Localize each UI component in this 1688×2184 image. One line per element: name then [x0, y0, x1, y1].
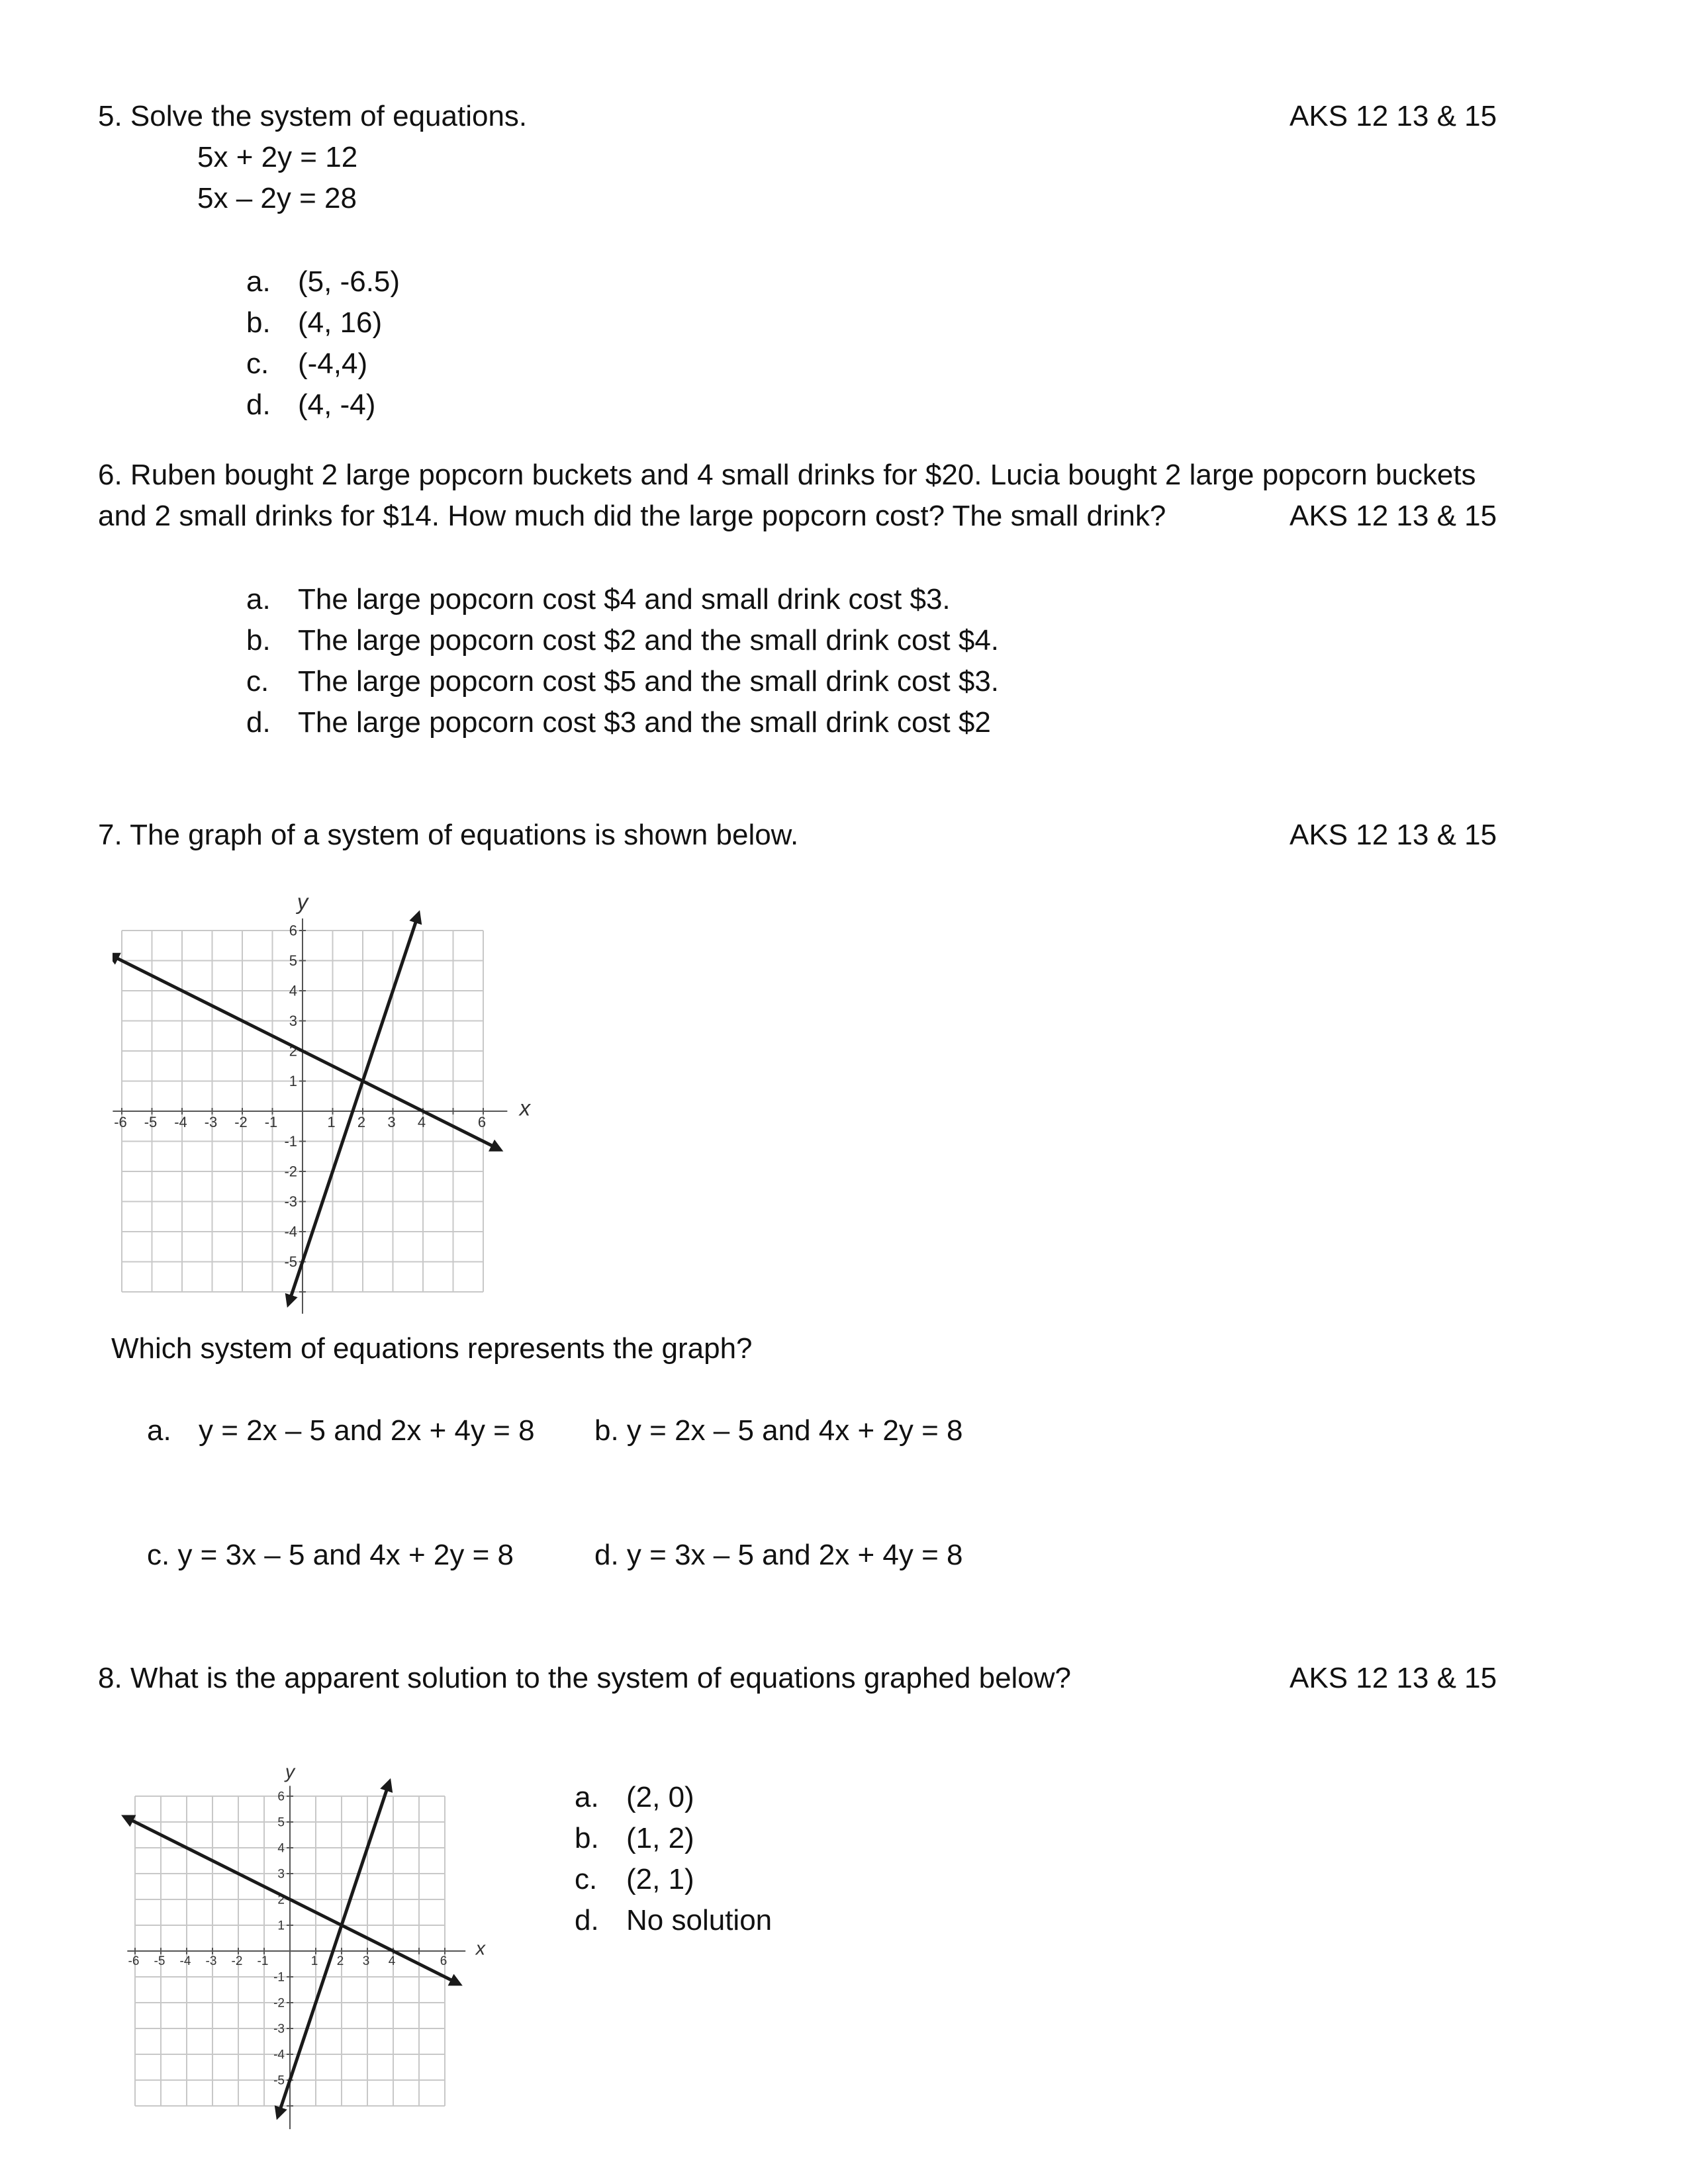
y-tick-label: -4	[284, 1223, 297, 1240]
x-tick-label: 1	[310, 1954, 318, 1968]
y-tick-label: 5	[289, 952, 297, 970]
x-tick-label: 2	[336, 1954, 344, 1968]
y-tick-label: 1	[277, 1919, 285, 1933]
q8-option-c[interactable]: c. (2, 1)	[575, 1863, 694, 1895]
q5-eq2: 5x – 2y = 28	[197, 182, 357, 214]
y-axis-label: y	[285, 1761, 295, 1783]
graphed-line	[278, 1782, 389, 2116]
x-tick-label: -5	[154, 1954, 165, 1968]
y-tick-label: 3	[277, 1867, 285, 1882]
x-tick-label: -1	[257, 1954, 269, 1968]
q7-prompt: 7. The graph of a system of equations is shown below.	[98, 819, 799, 851]
y-tick-label: 6	[289, 922, 297, 939]
q6-prompt-line1: 6. Ruben bought 2 large popcorn buckets and 4 small drinks for $20. Lucia bought 2 large popcorn buckets	[98, 459, 1476, 491]
q6-option-b[interactable]: b. The large popcorn cost $2 and the small drink cost $4.	[246, 624, 1000, 657]
x-tick-label: -4	[179, 1954, 191, 1968]
graphed-line	[124, 1817, 459, 1984]
q5-aks: AKS 12 13 & 15	[1289, 100, 1497, 132]
y-tick-label: -2	[273, 1996, 285, 2011]
x-tick-label: -2	[234, 1114, 248, 1130]
q5-option-d[interactable]: d. (4, -4)	[246, 388, 376, 421]
graphed-line	[289, 914, 418, 1304]
x-axis-label: x	[475, 1938, 486, 1960]
q7-question: Which system of equations represents the graph?	[111, 1332, 753, 1365]
x-tick-label: 6	[477, 1114, 487, 1130]
x-tick-label: -2	[231, 1954, 243, 1968]
q8-option-d[interactable]: d. No solution	[575, 1904, 773, 1936]
q6-prompt-line2: and 2 small drinks for $14. How much did the large popcorn cost? The small drink?	[98, 500, 1166, 532]
y-tick-label: 4	[277, 1841, 285, 1856]
q6-option-d[interactable]: d. The large popcorn cost $3 and the small drink cost $2	[246, 706, 991, 739]
x-tick-label: -3	[205, 1954, 217, 1968]
q5-option-c[interactable]: c. (-4,4)	[246, 347, 368, 380]
x-tick-label: -3	[204, 1114, 218, 1130]
y-tick-label: 4	[289, 982, 297, 999]
y-tick-label: 2	[289, 1042, 297, 1060]
x-tick-label: 4	[388, 1954, 396, 1968]
x-tick-label: 3	[362, 1954, 370, 1968]
q8-option-b[interactable]: b. (1, 2)	[575, 1822, 694, 1854]
y-tick-label: -1	[273, 1970, 285, 1985]
x-tick-label: 3	[387, 1114, 396, 1130]
x-tick-label: 2	[357, 1114, 366, 1130]
q6-option-a[interactable]: a. The large popcorn cost $4 and small drink cost $3.	[246, 583, 951, 615]
q7-option-b[interactable]: b. y = 2x – 5 and 4x + 2y = 8	[594, 1414, 963, 1447]
q8-aks: AKS 12 13 & 15	[1289, 1662, 1497, 1694]
x-tick-label: -6	[114, 1114, 127, 1130]
q7-aks: AKS 12 13 & 15	[1289, 819, 1497, 851]
q7-option-a[interactable]: a. y = 2x – 5 and 2x + 4y = 8	[147, 1414, 535, 1447]
y-tick-label: 5	[277, 1815, 285, 1830]
q7-coordinate-graph	[113, 864, 549, 1314]
y-tick-label: 3	[289, 1013, 297, 1030]
x-tick-label: 6	[440, 1954, 447, 1968]
y-tick-label: -4	[273, 2048, 285, 2062]
y-tick-label: -3	[284, 1193, 297, 1210]
q6-aks: AKS 12 13 & 15	[1289, 500, 1497, 532]
y-tick-label: 2	[277, 1893, 285, 1907]
q8-prompt: 8. What is the apparent solution to the system of equations graphed below?	[98, 1662, 1072, 1694]
x-tick-label: 4	[417, 1114, 426, 1130]
y-tick-label: -2	[284, 1163, 297, 1180]
q5-option-a[interactable]: a. (5, -6.5)	[246, 265, 400, 298]
x-tick-label: -4	[174, 1114, 187, 1130]
graphed-line	[113, 954, 500, 1150]
y-tick-label: -5	[284, 1253, 297, 1271]
x-tick-label: 1	[327, 1114, 336, 1130]
q8-option-a[interactable]: a. (2, 0)	[575, 1781, 694, 1813]
y-tick-label: -3	[273, 2022, 285, 2036]
q6-option-c[interactable]: c. The large popcorn cost $5 and the small drink cost $3.	[246, 665, 1000, 698]
x-tick-label: -1	[264, 1114, 278, 1130]
y-tick-label: 6	[277, 1790, 285, 1804]
x-tick-label: -5	[144, 1114, 158, 1130]
y-tick-label: 1	[289, 1073, 297, 1090]
q5-eq1: 5x + 2y = 12	[197, 141, 358, 173]
y-axis-label: y	[297, 889, 308, 915]
x-tick-label: -6	[128, 1954, 140, 1968]
q5-option-b[interactable]: b. (4, 16)	[246, 306, 383, 339]
q5-prompt: 5. Solve the system of equations.	[98, 100, 528, 132]
y-tick-label: -5	[273, 2073, 285, 2088]
q7-option-c[interactable]: c. y = 3x – 5 and 4x + 2y = 8	[147, 1539, 514, 1571]
q7-option-d[interactable]: d. y = 3x – 5 and 2x + 4y = 8	[594, 1539, 963, 1571]
q8-coordinate-graph	[106, 1744, 503, 2141]
x-axis-label: x	[519, 1095, 531, 1120]
y-tick-label: -1	[284, 1133, 297, 1150]
